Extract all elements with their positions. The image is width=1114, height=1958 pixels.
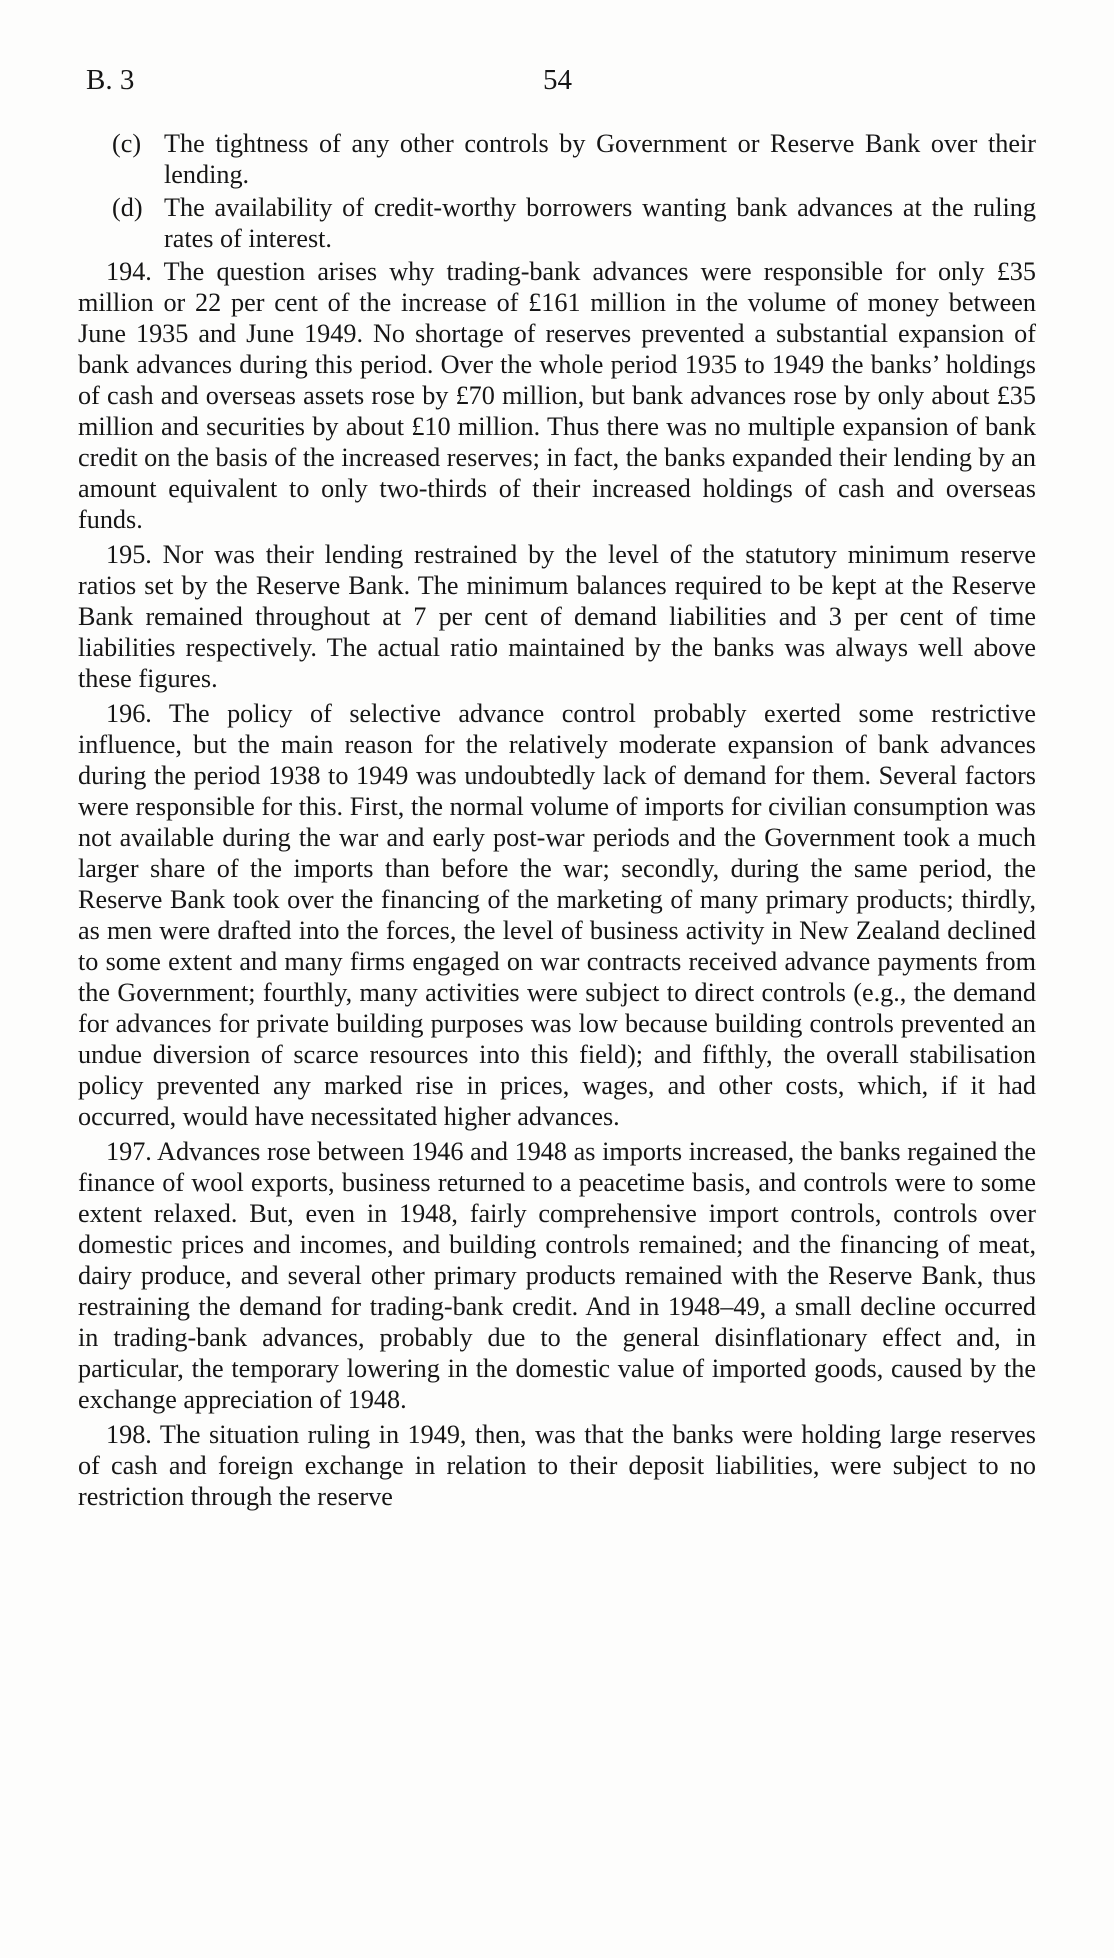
list-item-label: (d) <box>112 193 143 222</box>
paragraph-195 <box>78 539 1036 694</box>
paragraph-text: Nor was their lending restrained by the level of the statutory minimum reserve ratios set by the Reserve Bank. The minimum balances required to be kept at the Reserve Bank remained throughout at 7 per cent of demand liabilities and 3 per cent of time liabilities respectively. The actual ratio maintained by the banks was always well above these figures. <box>78 540 1036 693</box>
list-item-label: (c) <box>112 129 142 158</box>
paragraph-number: 195. <box>106 540 152 569</box>
list-item-d <box>78 192 1036 254</box>
paragraph-text: The question arises why trading-bank advances were responsible for only £35 million or 22 per cent of the increase of £161 million in the volume of money between June 1935 and June 1949. No shortage of reserves prevented a substantial expansion of bank advances during this period. Over the whole period 1935 to 1949 the banks’ holdings of cash and overseas assets rose by £70 million, but bank advances rose by only about £35 million and securities by about £10 million. Thus there was no multiple expansion of bank credit on the basis of the increased reserves; in fact, the banks expanded their lending by an amount equivalent to only two-thirds of their increased holdings of cash and overseas funds. <box>78 257 1036 534</box>
paragraph-number: 197. <box>106 1137 152 1166</box>
paragraph-number: 194. <box>106 257 152 286</box>
list-item-c <box>78 128 1036 190</box>
page-number: 54 <box>543 64 572 96</box>
section-code: B. 3 <box>86 64 135 96</box>
list-item-text: The availability of credit-worthy borrowers wanting bank advances at the ruling rates of interest. <box>164 193 1036 253</box>
paragraph-198 <box>78 1419 1036 1512</box>
paragraph-197 <box>78 1136 1036 1415</box>
paragraph-number: 196. <box>106 699 152 728</box>
paragraph-text: The policy of selective advance control probably exerted some restrictive influence, but the main reason for the relatively moderate expansion of bank advances during the period 1938 to 1949 was undoubtedly lack of demand for them. Several factors were responsible for this. First, the normal volume of imports for civilian consumption was not available during the war and early post-war periods and the Government took a much larger share of the imports than before the war; secondly, during the same period, the Reserve Bank took over the financing of the marketing of many primary products; thirdly, as men were drafted into the forces, the level of business activity in New Zealand declined to some extent and many firms engaged on war contracts received advance payments from the Government; fourthly, many activities were subject to direct controls (e.g., the demand for advances for private building purposes was low because building controls prevented an undue diversion of scarce resources into this field); and fifthly, the overall stabilisation policy prevented any marked rise in prices, wages, and other costs, which, if it had occurred, would have necessitated higher advances. <box>78 699 1036 1131</box>
page-header <box>0 60 1114 100</box>
body-text <box>78 128 1036 1516</box>
paragraph-194 <box>78 256 1036 535</box>
paragraph-text: The situation ruling in 1949, then, was that the banks were holding large reserves of cash and foreign exchange in relation to their deposit liabilities, were subject to no restriction through the reserve <box>78 1420 1036 1511</box>
paragraph-196 <box>78 698 1036 1132</box>
list-item-text: The tightness of any other controls by Government or Reserve Bank over their lending. <box>164 129 1036 189</box>
paragraph-number: 198. <box>106 1420 152 1449</box>
paragraph-text: Advances rose between 1946 and 1948 as imports increased, the banks regained the finance of wool exports, business returned to a peacetime basis, and controls were to some extent relaxed. But, even in 1948, fairly comprehensive import controls, controls over domestic prices and incomes, and building controls remained; and the financing of meat, dairy produce, and several other primary products remained with the Reserve Bank, thus restraining the demand for trading-bank credit. And in 1948–49, a small decline occurred in trading-bank advances, probably due to the general disinflationary effect and, in particular, the temporary lowering in the domestic value of imported goods, caused by the exchange appreciation of 1948. <box>78 1137 1037 1414</box>
